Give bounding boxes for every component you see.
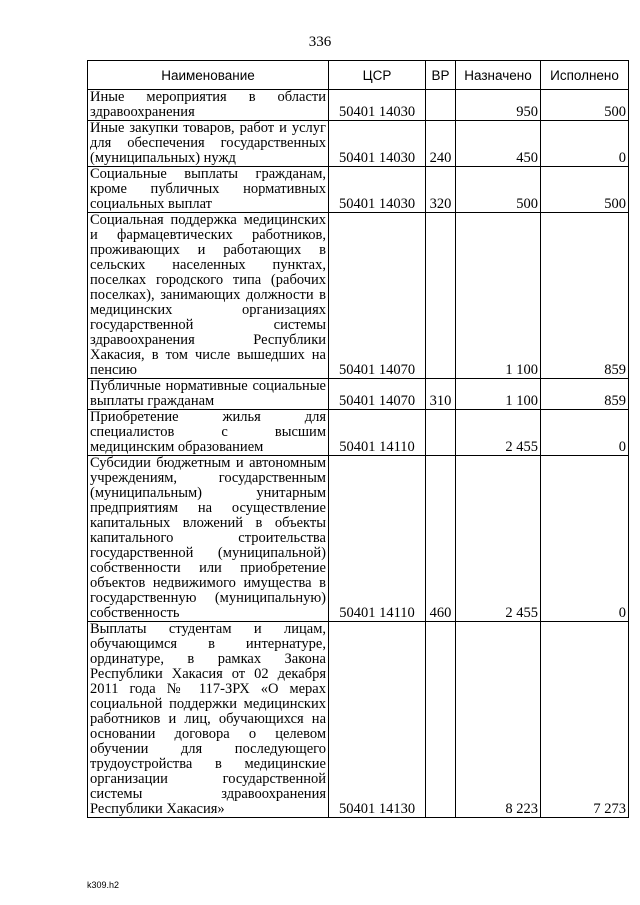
row-name: Иные закупки товаров, работ и услуг для обеспечения государственных (муниципальных) нужд bbox=[88, 121, 329, 167]
table-row bbox=[88, 213, 629, 379]
row-planned: 950 bbox=[456, 90, 541, 121]
row-vr bbox=[426, 410, 456, 456]
row-name: Социальная поддержка медицинских и фармацевтических работников, проживающих и работающих в сельских населенных пунктах, поселках городского типа (рабочих поселках), занимающих должности в медицинских организациях государственной системы здравоохранения Республики Хакасия, в том числе вышедших на пенсию bbox=[88, 213, 329, 379]
row-name: Иные мероприятия в области здравоохранения bbox=[88, 90, 329, 121]
row-vr bbox=[426, 213, 456, 379]
budget-table bbox=[87, 60, 629, 818]
row-name: Публичные нормативные социальные выплаты гражданам bbox=[88, 379, 329, 410]
row-executed: 859 bbox=[541, 379, 629, 410]
row-executed: 0 bbox=[541, 456, 629, 622]
row-planned: 1 100 bbox=[456, 213, 541, 379]
row-csr: 50401 14110 bbox=[329, 456, 426, 622]
row-csr: 50401 14030 bbox=[329, 167, 426, 213]
row-csr: 50401 14130 bbox=[329, 622, 426, 818]
header-executed: Исполнено bbox=[541, 61, 629, 90]
table-header-row bbox=[88, 61, 629, 90]
row-executed: 7 273 bbox=[541, 622, 629, 818]
row-vr bbox=[426, 90, 456, 121]
row-planned: 2 455 bbox=[456, 456, 541, 622]
row-executed: 0 bbox=[541, 121, 629, 167]
row-csr: 50401 14030 bbox=[329, 90, 426, 121]
row-csr: 50401 14110 bbox=[329, 410, 426, 456]
table-row bbox=[88, 456, 629, 622]
table-row bbox=[88, 410, 629, 456]
row-name: Приобретение жилья для специалистов с высшим медицинским образованием bbox=[88, 410, 329, 456]
row-csr: 50401 14070 bbox=[329, 379, 426, 410]
table-row bbox=[88, 167, 629, 213]
table-row bbox=[88, 121, 629, 167]
row-name: Социальные выплаты гражданам, кроме публичных нормативных социальных выплат bbox=[88, 167, 329, 213]
table-row bbox=[88, 622, 629, 818]
row-name: Выплаты студентам и лицам, обучающимся в интернатуре, ординатуре, в рамках Закона Республики Хакасия от 02 декабря 2011 года № 117-ЗРХ «О мерах социальной поддержки медицинских работников и лиц, обучающихся на основании договора о целевом обучении для последующего трудоустройства в медицинские организации государственной системы здравоохранения Республики Хакасия» bbox=[88, 622, 329, 818]
row-name: Субсидии бюджетным и автономным учреждениям, государственным (муниципальным) унитарным предприятиям на осуществление капитальных вложений в объекты капитального строительства государственной (муниципальной) собственности или приобретение объектов недвижимого имущества в государственную (муниципальную) собственность bbox=[88, 456, 329, 622]
row-planned: 2 455 bbox=[456, 410, 541, 456]
header-name: Наименование bbox=[88, 61, 329, 90]
row-vr: 460 bbox=[426, 456, 456, 622]
table-row bbox=[88, 379, 629, 410]
row-planned: 450 bbox=[456, 121, 541, 167]
table-row bbox=[88, 90, 629, 121]
row-executed: 500 bbox=[541, 167, 629, 213]
row-planned: 8 223 bbox=[456, 622, 541, 818]
row-planned: 500 bbox=[456, 167, 541, 213]
row-vr: 240 bbox=[426, 121, 456, 167]
page-number: 336 bbox=[308, 34, 332, 50]
row-vr: 310 bbox=[426, 379, 456, 410]
document-code: k309.h2 bbox=[87, 880, 120, 890]
row-planned: 1 100 bbox=[456, 379, 541, 410]
row-executed: 859 bbox=[541, 213, 629, 379]
row-vr bbox=[426, 622, 456, 818]
row-executed: 500 bbox=[541, 90, 629, 121]
row-executed: 0 bbox=[541, 410, 629, 456]
header-csr: ЦСР bbox=[329, 61, 426, 90]
row-csr: 50401 14030 bbox=[329, 121, 426, 167]
header-vr: ВР bbox=[426, 61, 456, 90]
row-vr: 320 bbox=[426, 167, 456, 213]
row-csr: 50401 14070 bbox=[329, 213, 426, 379]
header-planned: Назначено bbox=[456, 61, 541, 90]
